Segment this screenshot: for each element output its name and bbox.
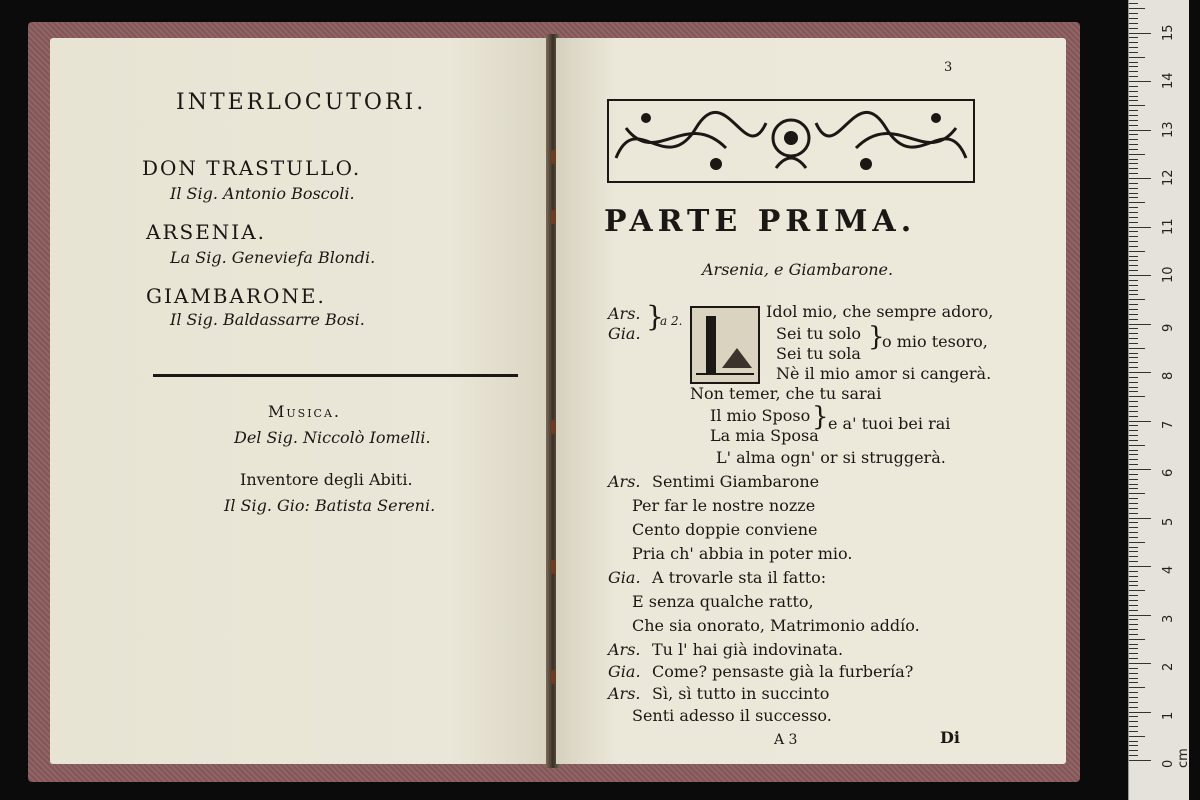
ruler-tick bbox=[1129, 430, 1138, 431]
verse-line: Nè il mio amor si cangerà. bbox=[776, 364, 992, 383]
ruler-tick bbox=[1129, 532, 1138, 533]
ruler-tick bbox=[1129, 518, 1151, 519]
ruler-tick bbox=[1129, 619, 1138, 620]
ruler-tick bbox=[1129, 231, 1138, 232]
ruler-tick bbox=[1129, 459, 1138, 460]
ruler-tick bbox=[1129, 396, 1145, 397]
verse-line: Idol mio, che sempre adoro, bbox=[766, 302, 994, 321]
speaker-tag: Ars. bbox=[608, 640, 641, 659]
ruler-tick bbox=[1129, 469, 1151, 470]
ruler-number: 6 bbox=[1161, 468, 1176, 477]
ruler-tick bbox=[1129, 52, 1138, 53]
ruler-tick bbox=[1129, 23, 1138, 24]
ruler-tick bbox=[1129, 47, 1138, 48]
ruler-tick bbox=[1129, 319, 1138, 320]
ruler-tick bbox=[1129, 168, 1138, 169]
brace-symbol: } bbox=[868, 322, 885, 352]
ruler-tick bbox=[1129, 236, 1138, 237]
ruler-tick bbox=[1129, 91, 1138, 92]
ruler-tick bbox=[1129, 493, 1145, 494]
ruler-tick bbox=[1129, 280, 1138, 281]
character-role: DON TRASTULLO. bbox=[142, 156, 362, 180]
ruler-tick bbox=[1129, 382, 1138, 383]
ruler-tick bbox=[1129, 96, 1138, 97]
ruler-tick bbox=[1129, 488, 1138, 489]
ruler-tick bbox=[1129, 464, 1138, 465]
verse-line: Sei tu solo bbox=[776, 324, 862, 343]
ruler-tick bbox=[1129, 197, 1138, 198]
ruler-tick bbox=[1129, 149, 1138, 150]
ruler-tick bbox=[1129, 159, 1138, 160]
verse-line: Per far le nostre nozze bbox=[632, 496, 816, 515]
ruler-tick bbox=[1129, 595, 1138, 596]
ruler-tick bbox=[1129, 707, 1138, 708]
ruler-tick bbox=[1129, 731, 1138, 732]
ruler-tick bbox=[1129, 721, 1138, 722]
signature-mark: A 3 bbox=[774, 732, 798, 748]
music-label: Musica. bbox=[268, 402, 341, 421]
ruler-number: 5 bbox=[1161, 517, 1176, 526]
verse-line: Sì, sì tutto in succinto bbox=[652, 684, 830, 703]
verse-line: Non temer, che tu sarai bbox=[690, 384, 882, 403]
ruler-tick bbox=[1129, 716, 1138, 717]
ruler-number: 8 bbox=[1161, 371, 1176, 380]
ruler-tick bbox=[1129, 183, 1138, 184]
ruler-tick bbox=[1129, 256, 1138, 257]
ruler-tick bbox=[1129, 193, 1138, 194]
ruler-tick bbox=[1129, 76, 1138, 77]
ruler-tick bbox=[1129, 227, 1151, 228]
costume-credit: Il Sig. Gio: Batista Sereni. bbox=[224, 496, 436, 515]
left-page bbox=[50, 38, 550, 764]
verse-line: A trovarle sta il fatto: bbox=[652, 568, 827, 587]
ruler-tick bbox=[1129, 57, 1145, 58]
ruler-tick bbox=[1129, 692, 1138, 693]
ruler-tick bbox=[1129, 86, 1138, 87]
ruler-tick bbox=[1129, 605, 1138, 606]
ruler-tick bbox=[1129, 265, 1138, 266]
ruler-tick bbox=[1129, 527, 1138, 528]
ruler-tick bbox=[1129, 134, 1138, 135]
ruler-tick bbox=[1129, 712, 1151, 713]
ruler-tick bbox=[1129, 28, 1138, 29]
ruler-tick bbox=[1129, 697, 1138, 698]
ruler-tick bbox=[1129, 513, 1138, 514]
ruler-tick bbox=[1129, 333, 1138, 334]
ruler-number: 14 bbox=[1161, 72, 1176, 89]
verse-line: Il mio Sposo bbox=[710, 406, 811, 425]
ruler-tick bbox=[1129, 207, 1138, 208]
decorated-initial bbox=[690, 306, 760, 384]
ruler-tick bbox=[1129, 125, 1138, 126]
ruler-number: 10 bbox=[1161, 266, 1176, 283]
ruler-tick bbox=[1129, 163, 1138, 164]
ruler-tick bbox=[1129, 639, 1145, 640]
ruler-tick bbox=[1129, 3, 1138, 4]
ruler-tick bbox=[1129, 222, 1138, 223]
catchword: Di bbox=[940, 728, 960, 747]
ruler-tick bbox=[1129, 687, 1145, 688]
ruler-tick bbox=[1129, 561, 1138, 562]
ruler-tick bbox=[1129, 367, 1138, 368]
ruler-tick bbox=[1129, 120, 1138, 121]
speaker-tag: Ars. bbox=[608, 472, 641, 491]
speaker-tag: Gia. bbox=[608, 324, 641, 343]
ruler-tick bbox=[1129, 416, 1138, 417]
ruler-tick bbox=[1129, 537, 1138, 538]
speaker-tag: Gia. bbox=[608, 568, 641, 587]
ruler-tick bbox=[1129, 304, 1138, 305]
ruler-tick bbox=[1129, 299, 1145, 300]
ruler-tick bbox=[1129, 324, 1151, 325]
ruler-tick bbox=[1129, 673, 1138, 674]
ruler-tick bbox=[1129, 547, 1138, 548]
ruler-tick bbox=[1129, 479, 1138, 480]
ruler-tick bbox=[1129, 755, 1138, 756]
ruler-tick bbox=[1129, 188, 1138, 189]
ruler-tick bbox=[1129, 668, 1138, 669]
verse-line: Senti adesso il successo. bbox=[632, 706, 832, 725]
right-page bbox=[556, 38, 1066, 764]
ruler-tick bbox=[1129, 522, 1138, 523]
ruler-tick bbox=[1129, 275, 1151, 276]
ruler-number: 3 bbox=[1161, 614, 1176, 623]
decorative-headpiece bbox=[606, 98, 976, 184]
ruler-tick bbox=[1129, 105, 1145, 106]
verse-line: Pria ch' abbia in poter mio. bbox=[632, 544, 853, 563]
ruler-tick bbox=[1129, 37, 1138, 38]
ruler-tick bbox=[1129, 406, 1138, 407]
ruler-tick bbox=[1129, 338, 1138, 339]
ruler-number: 9 bbox=[1161, 323, 1176, 332]
ruler-number: 12 bbox=[1161, 169, 1176, 186]
ruler-number: 11 bbox=[1161, 217, 1176, 235]
verse-line: Cento doppie conviene bbox=[632, 520, 818, 539]
ruler-number: 7 bbox=[1161, 420, 1176, 429]
ruler-tick bbox=[1129, 678, 1138, 679]
ruler-tick bbox=[1129, 454, 1138, 455]
ruler-tick bbox=[1129, 212, 1138, 213]
ruler-tick bbox=[1129, 745, 1138, 746]
ruler-tick bbox=[1129, 294, 1138, 295]
verse-line: L' alma ogn' or si struggerà. bbox=[716, 448, 946, 467]
ruler-tick bbox=[1129, 644, 1138, 645]
costume-label: Inventore degli Abiti. bbox=[240, 470, 413, 489]
verse-line: o mio tesoro, bbox=[882, 332, 988, 351]
ruler-tick bbox=[1129, 585, 1138, 586]
verse-line: La mia Sposa bbox=[710, 426, 819, 445]
ruler-tick bbox=[1129, 658, 1138, 659]
brace-symbol: } bbox=[646, 300, 664, 333]
ruler-tick bbox=[1129, 130, 1151, 131]
ruler-tick bbox=[1129, 348, 1145, 349]
ruler-number: 2 bbox=[1161, 662, 1176, 671]
ruler-tick bbox=[1129, 401, 1138, 402]
ruler-tick bbox=[1129, 629, 1138, 630]
ruler-tick bbox=[1129, 33, 1151, 34]
ruler-tick bbox=[1129, 270, 1138, 271]
ruler-tick bbox=[1129, 702, 1138, 703]
ruler-tick bbox=[1129, 445, 1145, 446]
ruler-tick bbox=[1129, 387, 1138, 388]
verse-line: Che sia onorato, Matrimonio addío. bbox=[632, 616, 920, 635]
character-role: GIAMBARONE. bbox=[146, 284, 326, 308]
verse-line: e a' tuoi bei rai bbox=[828, 414, 951, 433]
page-number: 3 bbox=[944, 60, 953, 75]
ruler-tick bbox=[1129, 600, 1138, 601]
ruler-tick bbox=[1129, 173, 1138, 174]
ruler-tick bbox=[1129, 13, 1138, 14]
ruler-tick bbox=[1129, 202, 1145, 203]
ruler-tick bbox=[1129, 498, 1138, 499]
ruler-tick bbox=[1129, 542, 1145, 543]
ruler-tick bbox=[1129, 328, 1138, 329]
divider-rule bbox=[153, 374, 518, 377]
ruler-tick bbox=[1129, 435, 1138, 436]
ruler-tick bbox=[1129, 290, 1138, 291]
ruler-tick bbox=[1129, 474, 1138, 475]
ruler-tick bbox=[1129, 8, 1145, 9]
ruler-tick bbox=[1129, 377, 1138, 378]
ruler-tick bbox=[1129, 144, 1138, 145]
speaker-tag: Gia. bbox=[608, 662, 641, 681]
ruler-tick bbox=[1129, 440, 1138, 441]
page-heading: INTERLOCUTORI. bbox=[176, 90, 427, 115]
ruler-tick bbox=[1129, 309, 1138, 310]
ruler-tick bbox=[1129, 115, 1138, 116]
verse-line: Sei tu sola bbox=[776, 344, 861, 363]
ruler-tick bbox=[1129, 391, 1138, 392]
ruler-number: 4 bbox=[1161, 565, 1176, 574]
ruler-tick bbox=[1129, 576, 1138, 577]
ruler-tick bbox=[1129, 556, 1138, 557]
ruler-tick bbox=[1129, 663, 1151, 664]
ruler-tick bbox=[1129, 139, 1138, 140]
ruler-tick bbox=[1129, 760, 1151, 761]
ruler-tick bbox=[1129, 750, 1138, 751]
measuring-ruler bbox=[1128, 0, 1189, 800]
ruler-tick bbox=[1129, 246, 1138, 247]
speaker-tag: Ars. bbox=[608, 684, 641, 703]
ruler-tick bbox=[1129, 726, 1138, 727]
ruler-tick bbox=[1129, 615, 1151, 616]
verse-line: Sentimi Giambarone bbox=[652, 472, 820, 491]
ruler-tick bbox=[1129, 217, 1138, 218]
ruler-tick bbox=[1129, 372, 1151, 373]
ruler-tick bbox=[1129, 260, 1138, 261]
ruler-number: 1 bbox=[1161, 711, 1176, 720]
ruler-tick bbox=[1129, 314, 1138, 315]
ruler-tick bbox=[1129, 425, 1138, 426]
ruler-tick bbox=[1129, 343, 1138, 344]
ruler-tick bbox=[1129, 484, 1138, 485]
ruler-tick bbox=[1129, 66, 1138, 67]
ruler-tick bbox=[1129, 653, 1138, 654]
ruler-tick bbox=[1129, 110, 1138, 111]
ruler-tick bbox=[1129, 42, 1138, 43]
verse-line: Come? pensaste già la furbería? bbox=[652, 662, 914, 681]
ruler-tick bbox=[1129, 18, 1138, 19]
ruler-tick bbox=[1129, 590, 1145, 591]
speaker-tag: Ars. bbox=[608, 304, 641, 323]
ruler-tick bbox=[1129, 503, 1138, 504]
part-title: PARTE PRIMA. bbox=[604, 204, 917, 239]
ruler-tick bbox=[1129, 241, 1138, 242]
ruler-tick bbox=[1129, 682, 1138, 683]
ruler-tick bbox=[1129, 450, 1138, 451]
ruler-tick bbox=[1129, 624, 1138, 625]
ruler-tick bbox=[1129, 508, 1138, 509]
ruler-tick bbox=[1129, 251, 1145, 252]
duet-marker: a 2. bbox=[660, 314, 683, 328]
character-actor: Il Sig. Antonio Boscoli. bbox=[170, 184, 355, 203]
ruler-tick bbox=[1129, 285, 1138, 286]
ruler-number: 13 bbox=[1161, 120, 1176, 138]
verse-line: E senza qualche ratto, bbox=[632, 592, 814, 611]
ruler-tick bbox=[1129, 62, 1138, 63]
ruler-tick bbox=[1129, 648, 1138, 649]
ruler-tick bbox=[1129, 421, 1151, 422]
ruler-tick bbox=[1129, 634, 1138, 635]
ruler-tick bbox=[1129, 411, 1138, 412]
ruler-number: 0 cm bbox=[1161, 748, 1191, 768]
ruler-tick bbox=[1129, 741, 1138, 742]
ruler-tick bbox=[1129, 81, 1151, 82]
character-actor: Il Sig. Baldassarre Bosi. bbox=[170, 310, 365, 329]
verse-line: Tu l' hai già indovinata. bbox=[652, 640, 844, 659]
character-role: ARSENIA. bbox=[146, 220, 267, 244]
scene-heading: Arsenia, e Giambarone. bbox=[702, 260, 894, 279]
ruler-tick bbox=[1129, 610, 1138, 611]
ruler-tick bbox=[1129, 100, 1138, 101]
ruler-tick bbox=[1129, 178, 1151, 179]
music-credit: Del Sig. Niccolò Iomelli. bbox=[234, 428, 431, 447]
ruler-tick bbox=[1129, 571, 1138, 572]
ruler-tick bbox=[1129, 362, 1138, 363]
ruler-tick bbox=[1129, 551, 1138, 552]
ruler-tick bbox=[1129, 566, 1151, 567]
brace-symbol: } bbox=[812, 402, 829, 432]
ruler-tick bbox=[1129, 581, 1138, 582]
ruler-tick bbox=[1129, 353, 1138, 354]
ruler-tick bbox=[1129, 736, 1145, 737]
ruler-tick bbox=[1129, 357, 1138, 358]
ruler-tick bbox=[1129, 154, 1145, 155]
character-actor: La Sig. Geneviefa Blondi. bbox=[170, 248, 376, 267]
ruler-number: 15 bbox=[1161, 23, 1176, 41]
ruler-tick bbox=[1129, 71, 1138, 72]
